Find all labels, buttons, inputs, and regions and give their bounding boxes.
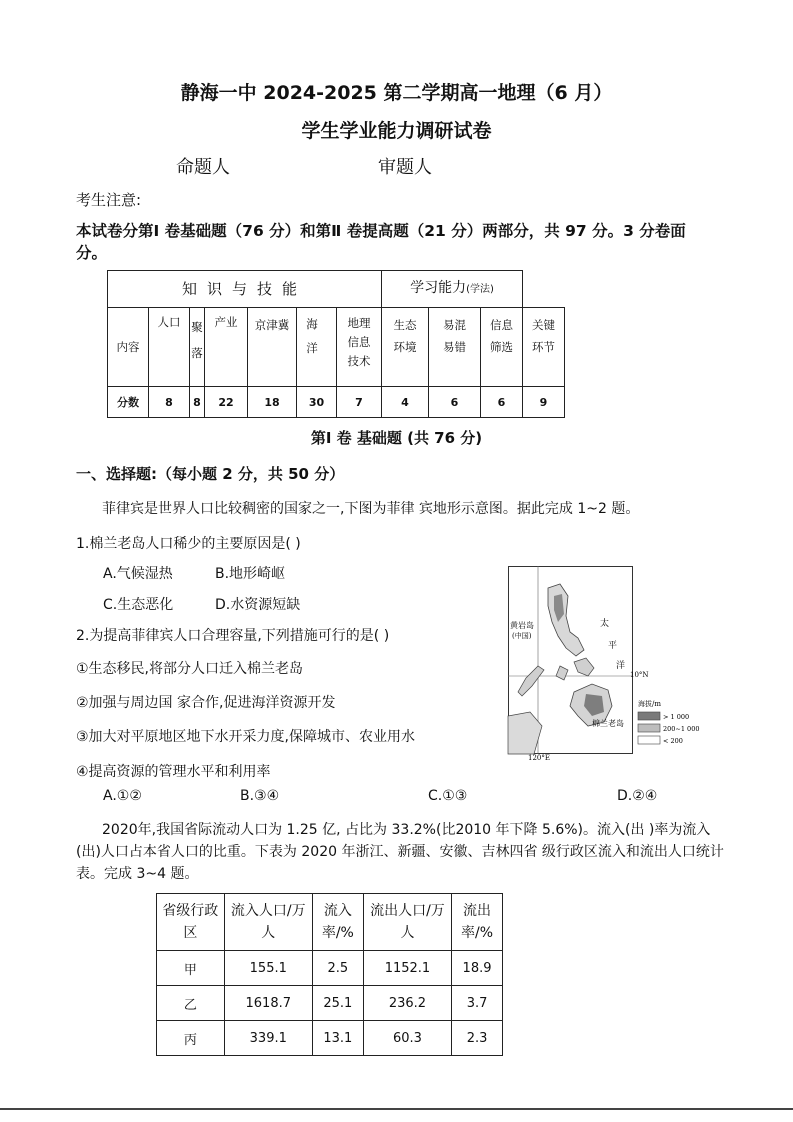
score-cell: 9 bbox=[523, 387, 565, 418]
score-cell: 6 bbox=[481, 387, 523, 418]
table-cell: 乙 bbox=[157, 986, 225, 1021]
ability-group-header bbox=[382, 271, 523, 308]
category-cell: 关键环节 bbox=[523, 308, 565, 387]
notice-text: 本试卷分第Ⅰ 卷基础题（76 分）和第Ⅱ 卷提高题（21 分）两部分，共 97 分。3 分卷面分。 bbox=[76, 222, 686, 262]
table-cell: 1152.1 bbox=[363, 951, 451, 986]
ability-group-note: (学法) bbox=[466, 284, 494, 295]
table-header: 流出人口/万人 bbox=[363, 894, 451, 951]
table-cell: 339.1 bbox=[224, 1021, 312, 1056]
legend-swatch-high bbox=[638, 712, 660, 720]
category-cell: 京津冀 bbox=[248, 308, 297, 387]
legend-label-low: < 200 bbox=[663, 737, 683, 745]
score-cell: 30 bbox=[297, 387, 337, 418]
table-header: 省级行政区 bbox=[157, 894, 225, 951]
table-cell: 1618.7 bbox=[224, 986, 312, 1021]
exam-subtitle: 学生学业能力调研试卷 bbox=[301, 120, 492, 142]
table-cell: 155.1 bbox=[224, 951, 312, 986]
table-header: 流入率/% bbox=[312, 894, 363, 951]
passage-1: 菲律宾是世界人口比较稠密的国家之一,下图为菲律 宾地形示意图。据此完成 1~2 题。 bbox=[102, 501, 640, 517]
ability-group-label: 学习能力 bbox=[410, 280, 467, 296]
category-cell: 地理信息技术 bbox=[337, 308, 382, 387]
table-header: 流出率/% bbox=[452, 894, 503, 951]
page-bottom-rule bbox=[0, 1108, 793, 1110]
table-cell: 18.9 bbox=[452, 951, 503, 986]
map-label-mindanao: 棉兰老岛 bbox=[592, 719, 624, 728]
table-cell: 2.3 bbox=[452, 1021, 503, 1056]
question-2-stem: 2.为提高菲律宾人口合理容量,下列措施可行的是( ) bbox=[76, 628, 390, 644]
legend-label-mid: 200~1 000 bbox=[663, 725, 700, 733]
passage-2: 2020年,我国省际流动人口为 1.25 亿, 占比为 33.2%(比2010 年下降 5.6%)。流入(出 )率为流入(出)人口占本省人口的比重。下表为 2020 年浙江、新疆、安徽、吉林四省 级行政区流入和流出人口统计表。完成 3~4 题。 bbox=[76, 822, 724, 882]
map-label-pacific-1: 太 bbox=[600, 619, 610, 629]
score-label: 分数 bbox=[108, 387, 149, 418]
q2-option-a[interactable]: A.①② bbox=[103, 788, 142, 804]
migration-table bbox=[156, 893, 503, 1056]
q1-option-a[interactable]: A.气候湿热 bbox=[103, 566, 173, 582]
choice-section-title: 一、选择题:（每小题 2 分，共 50 分） bbox=[76, 465, 345, 483]
table-cell: 25.1 bbox=[312, 986, 363, 1021]
category-cell: 海洋 bbox=[297, 308, 337, 387]
legend-title: 海拔/m bbox=[638, 700, 661, 708]
exam-title: 静海一中 2024-2025 第二学期高一地理（6 月） bbox=[180, 82, 613, 104]
table-cell: 13.1 bbox=[312, 1021, 363, 1056]
map-label-china: (中国) bbox=[512, 632, 532, 640]
score-cell: 8 bbox=[190, 387, 205, 418]
q2-statement-3: ③加大对平原地区地下水开采力度,保障城市、农业用水 bbox=[76, 729, 415, 745]
table-cell: 2.5 bbox=[312, 951, 363, 986]
score-cell: 18 bbox=[248, 387, 297, 418]
setter-label: 命题人 bbox=[176, 157, 230, 178]
table-header: 流入人口/万人 bbox=[224, 894, 312, 951]
score-cell: 22 bbox=[205, 387, 248, 418]
category-cell: 易混易错 bbox=[429, 308, 481, 387]
map-graphic bbox=[508, 566, 700, 762]
notice-heading: 考生注意: bbox=[76, 191, 142, 209]
q2-option-d[interactable]: D.②④ bbox=[617, 788, 658, 804]
q2-statement-2: ②加强与周边国 家合作,促进海洋资源开发 bbox=[76, 695, 336, 711]
legend-label-high: > 1 000 bbox=[663, 713, 690, 721]
map-label-pacific-2: 平 bbox=[608, 641, 618, 651]
score-table bbox=[107, 270, 565, 418]
category-cell: 生态环境 bbox=[382, 308, 429, 387]
score-cell: 6 bbox=[429, 387, 481, 418]
legend-swatch-mid bbox=[638, 724, 660, 732]
score-cell: 4 bbox=[382, 387, 429, 418]
q2-option-b[interactable]: B.③④ bbox=[240, 788, 280, 804]
q1-option-b[interactable]: B.地形崎岖 bbox=[215, 566, 286, 582]
map-label-lat: 10°N bbox=[630, 671, 649, 679]
content-label: 内容 bbox=[108, 308, 149, 387]
q2-statement-1: ①生态移民,将部分人口迁入棉兰老岛 bbox=[76, 661, 304, 677]
map-label-pacific-3: 洋 bbox=[616, 661, 626, 671]
table-cell: 甲 bbox=[157, 951, 225, 986]
score-cell: 8 bbox=[149, 387, 190, 418]
q2-statement-4: ④提高资源的管理水平和利用率 bbox=[76, 764, 271, 780]
legend-swatch-low bbox=[638, 736, 660, 744]
knowledge-group-header: 知识与技能 bbox=[108, 271, 382, 308]
table-cell: 60.3 bbox=[363, 1021, 451, 1056]
question-1-stem: 1.棉兰老岛人口稀少的主要原因是( ) bbox=[76, 536, 301, 552]
reviewer-label: 审题人 bbox=[378, 157, 432, 178]
category-cell: 信息筛选 bbox=[481, 308, 523, 387]
table-cell: 3.7 bbox=[452, 986, 503, 1021]
map-label-huangyan: 黄岩岛 bbox=[510, 621, 534, 630]
table-cell: 236.2 bbox=[363, 986, 451, 1021]
table-cell: 丙 bbox=[157, 1021, 225, 1056]
q1-option-d[interactable]: D.水资源短缺 bbox=[215, 597, 301, 613]
category-cell: 产业 bbox=[205, 308, 248, 387]
philippines-terrain-map bbox=[508, 566, 700, 762]
q2-option-c[interactable]: C.①③ bbox=[428, 788, 468, 804]
part1-title: 第Ⅰ 卷 基础题 (共 76 分) bbox=[310, 429, 483, 447]
map-label-lon: 120°E bbox=[528, 754, 550, 762]
score-cell: 7 bbox=[337, 387, 382, 418]
category-cell: 聚落 bbox=[190, 308, 205, 387]
category-cell: 人口 bbox=[149, 308, 190, 387]
q1-option-c[interactable]: C.生态恶化 bbox=[103, 597, 174, 613]
